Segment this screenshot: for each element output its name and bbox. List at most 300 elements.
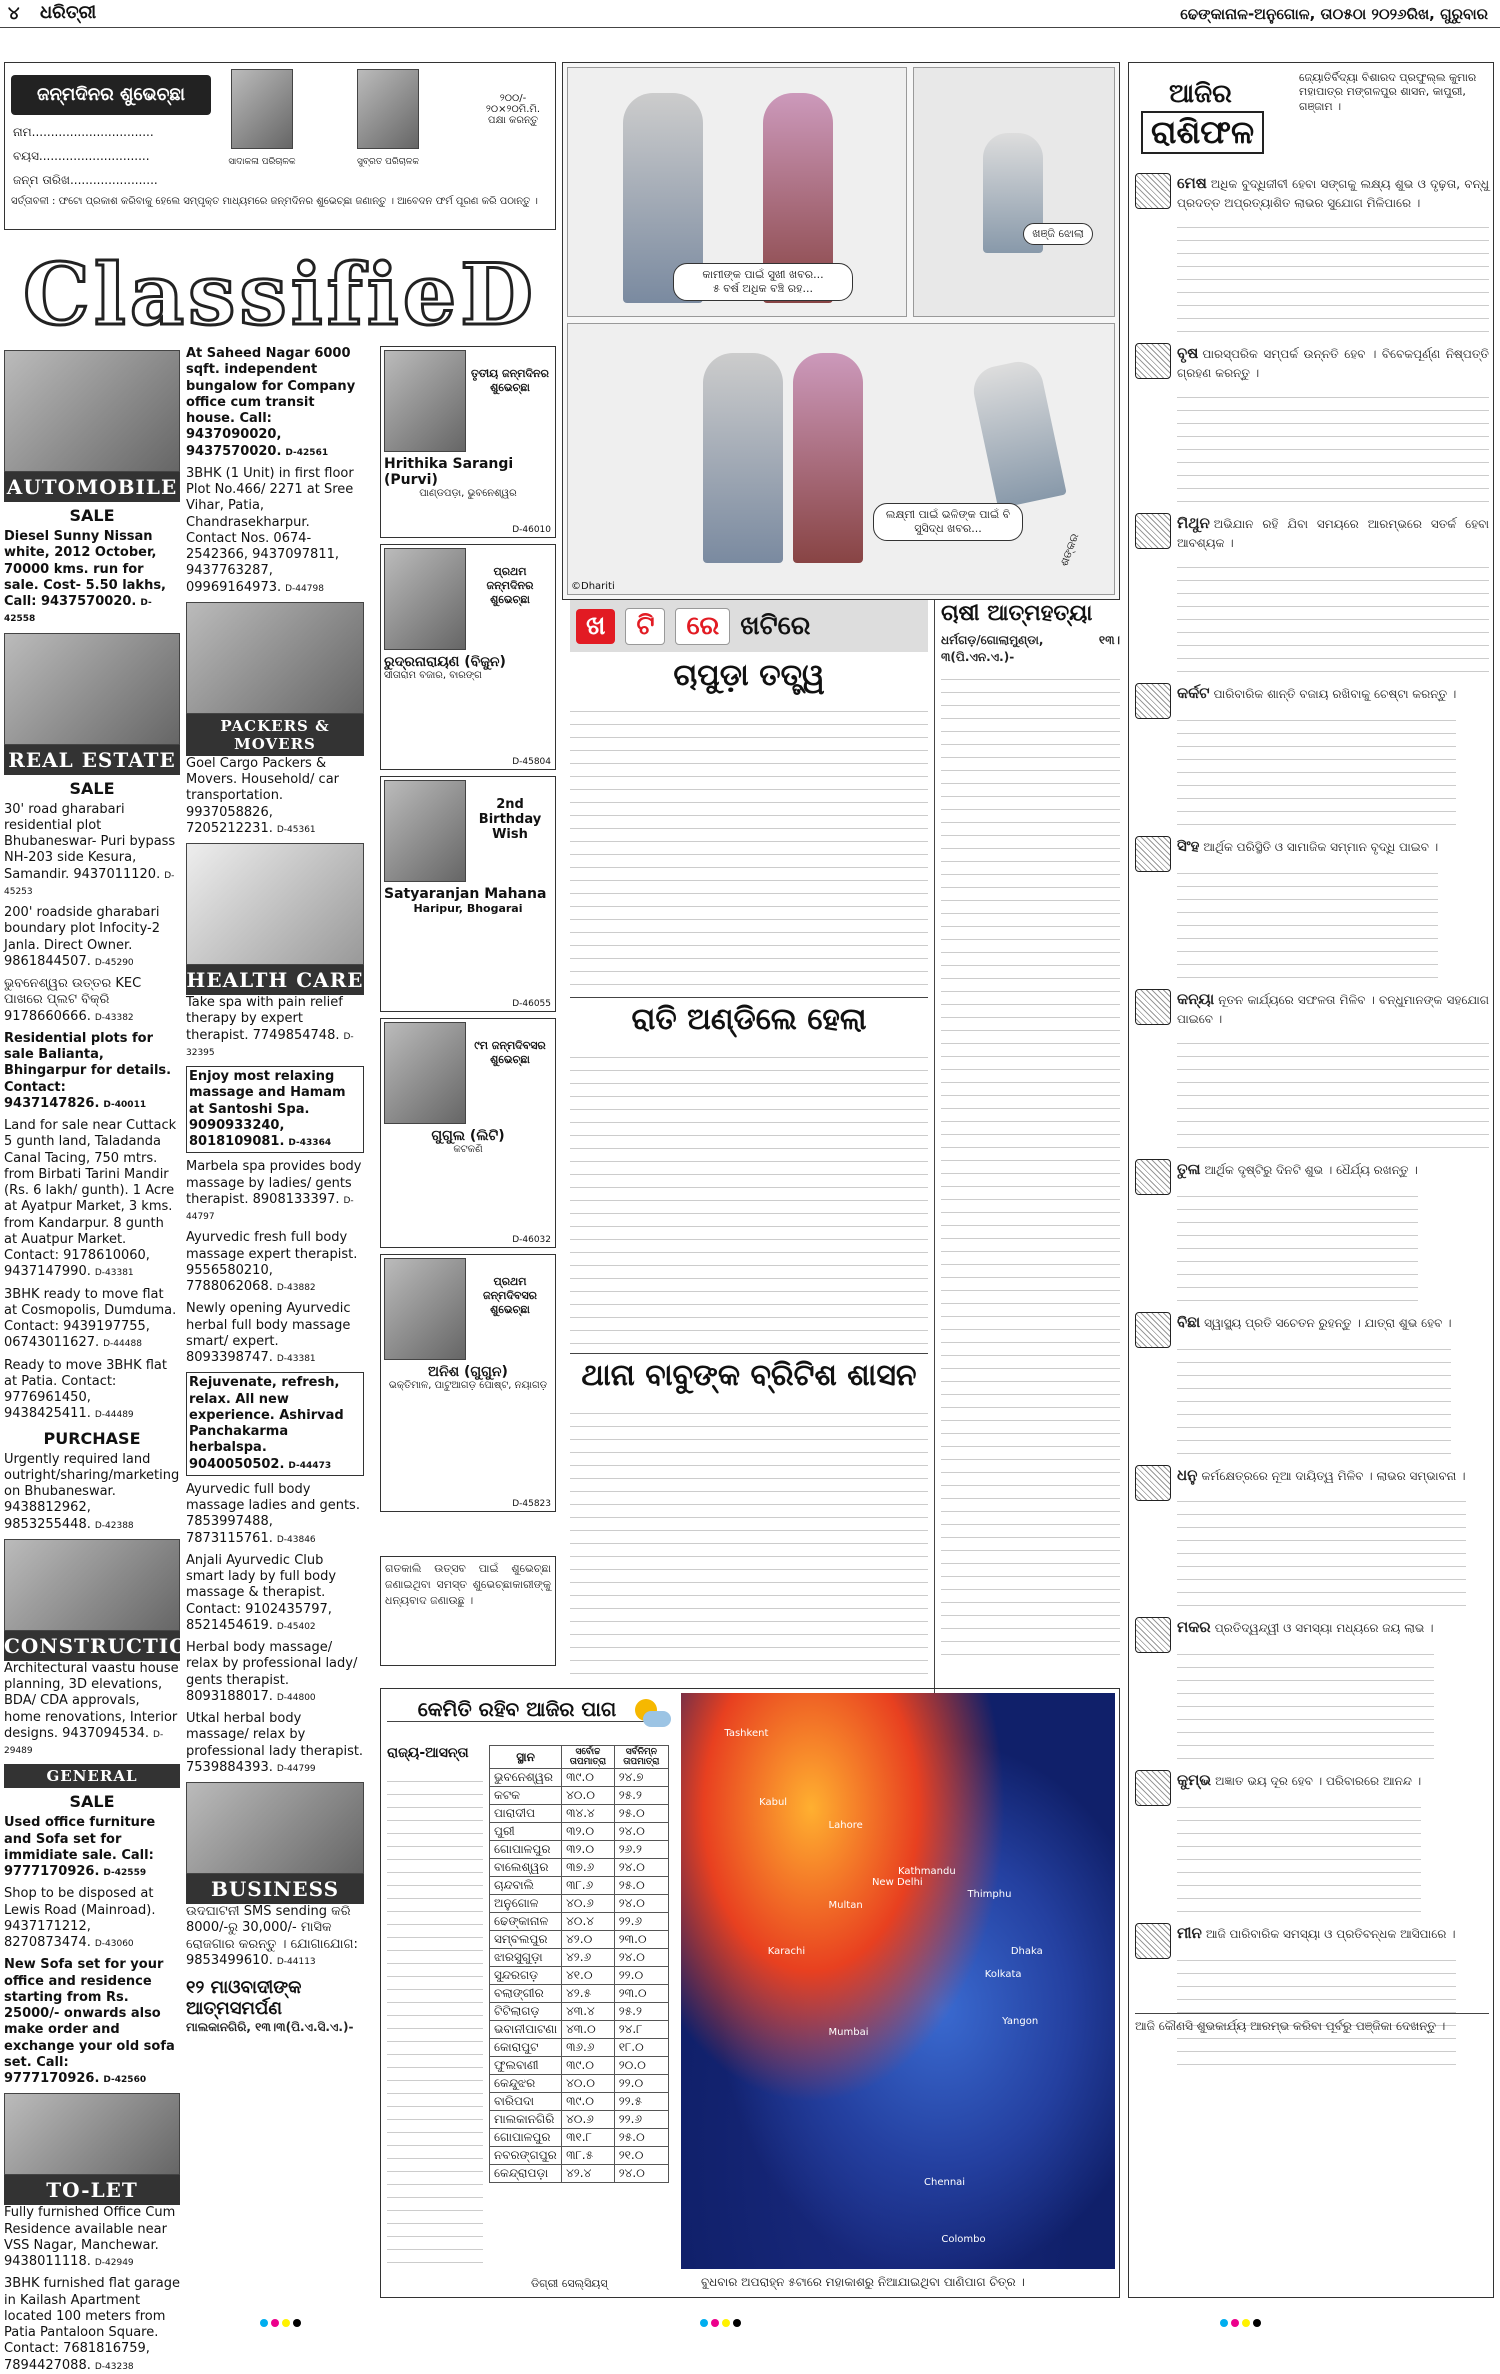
- ad-furniture[interactable]: Used office furniture and Sofa set for immidiate sale. Call: 9777170926. D-42559: [4, 1815, 156, 1879]
- weather-min: ୨୪.୦: [614, 2165, 668, 2183]
- sign-text: ଅଧିକ ବୁଦ୍ଧିଜୀବୀ ହେବା ସଙ୍ଗକୁ ଲକ୍ଷ୍ୟ ଶୁଭ ଓ ଦୃଢ଼ତା, ବନ୍ଧୁ ପ୍ରଦତ୍ତ ଅପ୍ରତ୍ୟାଶିତ ଲାଭର ସୁଯୋଗ ମିଳିପାରେ ।: [1177, 177, 1489, 210]
- sign-text: ଆର୍ଥିକ ପରିସ୍ଥିତି ଓ ସାମାଜିକ ସମ୍ମାନ ବୃଦ୍ଧି ପାଇବ ।: [1203, 840, 1439, 855]
- weather-max: ୪୩.୦: [562, 2021, 615, 2039]
- weather-min: ୨୨.୬: [614, 1913, 668, 1931]
- story3-headline: ଥାନା ବାବୁଙ୍କ ବ୍ରିଟିଶ ଶାସନ: [570, 1353, 928, 1393]
- thanks-note: ଗତକାଲି ଉତ୍ସବ ପାଇଁ ଶୁଭେଚ୍ଛା ଜଣାଇଥିବା ସମସ୍ତ ଶୁଭେଚ୍ଛାକାରୀଙ୍କୁ ଧନ୍ୟବାଦ ଜଣାଉଛୁ ।: [380, 1556, 556, 1666]
- wish-badge-4: ୯ମ ଜନ୍ମଦିବସର ଶୁଭେଚ୍ଛା: [474, 1039, 546, 1066]
- weather-row: [490, 1823, 669, 1841]
- wish-code-3: D-46055: [512, 999, 551, 1009]
- weather-min: ୨୪.୮: [614, 2021, 668, 2039]
- weather-max: ୩୯.୦: [562, 1769, 615, 1787]
- weather-min: ୨୪.୦: [614, 1949, 668, 1967]
- sign-name: ବିଛା: [1177, 1312, 1201, 1331]
- ad-3bhk[interactable]: 3BHK (1 Unit) in first floor Plot No.466/ 2271 at Sree Vihar, Patia, Chandrasekharpur. Contact Nos. 0674- 2542366, 9437097811, 9437763287, 09969164973. D-44798: [186, 465, 354, 595]
- wish-photo-3: [384, 780, 466, 882]
- horoscope-title-line2: ରାଶିଫଳ: [1141, 111, 1264, 154]
- ad-spa-1[interactable]: Take spa with pain relief therapy by expert therapist. 7749854748. D-32395: [186, 995, 354, 1058]
- sign-body-lines: [1177, 1337, 1451, 1455]
- sign-text: ପ୍ରତିଦ୍ୱନ୍ଦ୍ୱୀ ଓ ସମସ୍ୟା ମଧ୍ୟରେ ଜୟ ଲାଭ ।: [1214, 1621, 1434, 1636]
- astrologer-credit: ଜ୍ୟୋତିର୍ବିଦ୍ୟା ବିଶାରଦ ପ୍ରଫୁଲ୍ଲ କୁମାର ମହାପାତ୍ର ମଙ୍ଗଳପୁର ଶାସନ, କାପୁରୀ, ଗଞ୍ଜାମ ।: [1299, 71, 1477, 113]
- weather-min: ୨୫.୨: [614, 1787, 668, 1805]
- weather-max: ୪୦.୦: [562, 2075, 615, 2093]
- zodiac-icon: [1135, 683, 1171, 719]
- sign-text: କର୍ମକ୍ଷେତ୍ରରେ ନୂଆ ଦାୟିତ୍ୱ ମିଳିବ । ଲାଭର ସମ୍ଭାବନା ।: [1201, 1468, 1466, 1483]
- cartoon-figure-worker-2: [793, 353, 863, 563]
- speech-bubble-2: ଖଞ୍ଜି ଝୋଲା: [1023, 223, 1093, 245]
- ad-spa-6[interactable]: Rejuvenate, refresh, relax. All new experience. Ashirvad Panchakarma herbalspa. 9040050502. D-44473: [186, 1372, 364, 1476]
- weather-min: ୧୮.୦: [614, 2039, 668, 2057]
- map-label: Karachi: [767, 1946, 806, 1958]
- weather-max: ୪୦.୦: [562, 1787, 615, 1805]
- horoscope-sign: [1135, 343, 1489, 503]
- weather-place: ଅନୁଗୋଳ: [490, 1895, 562, 1913]
- map-label: Dhaka: [1010, 1946, 1043, 1958]
- weather-row: [490, 1967, 669, 1985]
- ad-spa-10[interactable]: Utkal herbal body massage/ relax by professional lady therapist. 7539884393. D-44799: [186, 1711, 364, 1775]
- weather-left-heading: ରାଜ୍ୟ-ଆସନ୍ତା: [387, 1745, 469, 1761]
- wish-badge-1: ତୃତୀୟ ଜନ୍ମଦିନର ଶୁଭେଚ୍ଛା: [471, 367, 549, 394]
- story2-headline: ରାତି ଅଣ୍ଡିଲେ ହେଲା: [570, 997, 928, 1037]
- zodiac-icon: [1135, 1159, 1171, 1195]
- birthday-form-box: [4, 62, 556, 230]
- weather-row: [490, 1859, 669, 1877]
- weather-left-text: [387, 1769, 483, 2269]
- weather-max: ୩୮.୬: [562, 1877, 615, 1895]
- wish-name-3: Satyaranjan Mahana: [384, 886, 547, 902]
- wish-photo-1: [384, 350, 466, 452]
- weather-place: ଟିଟିଲାଗଡ଼: [490, 2003, 562, 2021]
- category-real-estate: REAL ESTATE: [4, 745, 180, 775]
- horoscope-sign: [1135, 1923, 1489, 2066]
- purchase-heading: PURCHASE: [43, 1428, 141, 1448]
- khati-char-2: ଟି: [625, 608, 665, 645]
- weather-row: [490, 2003, 669, 2021]
- form-footer: ସର୍ତ୍ତାବଳୀ : ଫଟୋ ପ୍ରକାଶ କରିବାକୁ ହେଲେ ସମ୍ପୃକ୍ତ ମାଧ୍ୟମରେ ଜନ୍ମଦିନର ଶୁଭେଚ୍ଛା ଜଣାନ୍ତୁ । ଆବେଦନ ଫର୍ମ ପୂରଣ କରି ପଠାନ୍ତୁ ।: [11, 196, 538, 207]
- weather-max: ୩୮.୫: [562, 2147, 615, 2165]
- stethoscope-image: [186, 843, 364, 965]
- weather-max: ୪୦.୬: [562, 1895, 615, 1913]
- sign-name: ଧନୁ: [1177, 1465, 1198, 1484]
- cartoon-figure-officer-2: [703, 353, 783, 563]
- zodiac-icon: [1135, 1465, 1171, 1501]
- map-label: Tashkent: [724, 1727, 769, 1739]
- weather-row: [490, 1895, 669, 1913]
- weather-row: [490, 2075, 669, 2093]
- weather-place: ଭବାନୀପାଟଣା: [490, 2021, 562, 2039]
- weather-row: [490, 1877, 669, 1895]
- horoscope-footer: ଆଜି କୌଣସି ଶୁଭକାର୍ଯ୍ୟ ଆରମ୍ଭ କରିବା ପୂର୍ବରୁ ପଞ୍ଜିକା ଦେଖନ୍ତୁ ।: [1135, 2013, 1489, 2035]
- weather-title: କେମିତି ରହିବ ଆଜିର ପାଗ: [387, 1697, 647, 1722]
- weather-min: ୨୨.୬: [614, 2111, 668, 2129]
- sign-body-lines: [1177, 555, 1489, 673]
- truck-image: [186, 602, 364, 714]
- zodiac-icon: [1135, 989, 1171, 1025]
- khati-body: [570, 699, 928, 989]
- sign-name: ବୃଷ: [1177, 344, 1199, 363]
- baby-photo: [231, 69, 293, 149]
- classified-title: ClassifieD: [22, 245, 538, 344]
- weather-place: ପୁରୀ: [490, 1823, 562, 1841]
- horoscope-sign: [1135, 1159, 1489, 1302]
- wish-card-4: [380, 1018, 556, 1248]
- caption-man: ସୁବ୍ରତ ପରିଚାଳକ: [357, 157, 419, 167]
- ad-shop[interactable]: Shop to be disposed at Lewis Road (Mainroad). 9437171212, 8270873474. D-43060: [4, 1886, 156, 1950]
- wish-photo-2: [384, 548, 466, 650]
- weather-row: [490, 1805, 669, 1823]
- ad-plot-3[interactable]: ଭୁବନେଶ୍ୱର ଉତ୍ତର KEC ପାଖରେ ପ୍ଲଟ ବିକ୍ରି 9178660666. D-43382: [4, 976, 142, 1024]
- horoscope-sign: [1135, 1617, 1489, 1760]
- weather-min: ୨୫.୦: [614, 1805, 668, 1823]
- ad-spa-7[interactable]: Ayurvedic full body massage ladies and gents. 7853997488, 7873115761. D-43846: [186, 1481, 360, 1546]
- weather-place: ଗୋପାଳପୁର: [490, 2129, 562, 2147]
- farmer-dateline: ଧର୍ମଗଡ଼/ଗୋଲାମୁଣ୍ଡା, ୧୩।୩(ପି.ଏନ.ଏ.)-: [941, 633, 1120, 665]
- wish-place-2: ସୀତାରାମ ବଜାର, ବାରଙ୍ଗ: [384, 670, 482, 681]
- wish-name-4: ଗୁଗୁଲ (ଲିଟି): [431, 1128, 505, 1144]
- sign-name: କନ୍ୟା: [1177, 989, 1215, 1008]
- weather-place: କୋରାପୁଟ: [490, 2039, 562, 2057]
- map-label: Kabul: [759, 1796, 788, 1808]
- zodiac-icon: [1135, 1923, 1171, 1959]
- birthday-title: ଜନ୍ମଦିନର ଶୁଭେଚ୍ଛା: [11, 75, 211, 115]
- weather-row: [490, 2129, 669, 2147]
- map-label: Thimphu: [967, 1888, 1012, 1900]
- sign-body-lines: [1177, 1948, 1456, 2066]
- registration-marks-center: [700, 2312, 744, 2331]
- sign-name: ମୀନ: [1177, 1923, 1202, 1942]
- horoscope-sign: [1135, 836, 1489, 979]
- weather-min: ୨୩.୦: [614, 1985, 668, 2003]
- weather-unit-note: ଡିଗ୍ରୀ ସେଲ୍ସିୟସ୍: [531, 2277, 608, 2290]
- wish-name-5: ଅନିଶ (ଗୁଗୁନ): [428, 1364, 508, 1380]
- weather-min: ୨୧.୦: [614, 2147, 668, 2165]
- zodiac-icon: [1135, 836, 1171, 872]
- weather-place: ଫୁଲବାଣୀ: [490, 2057, 562, 2075]
- col3-wishes: [380, 346, 556, 1546]
- weather-place: ଚାନ୍ଦବାଲି: [490, 1877, 562, 1895]
- category-general: GENERAL: [4, 1764, 180, 1788]
- wish-badge-3: 2nd Birthday Wish: [478, 797, 542, 842]
- sign-name: କର୍କଟ: [1177, 684, 1210, 703]
- registration-marks-right: [1220, 2312, 1264, 2331]
- wish-code-1: D-46010: [512, 525, 551, 535]
- sign-body-lines: [1177, 1489, 1466, 1607]
- weather-max: ୩୧.୮: [562, 2129, 615, 2147]
- khati-char-3: ରେ: [675, 608, 730, 645]
- weather-row: [490, 1913, 669, 1931]
- building-image: [4, 1539, 180, 1631]
- horoscope-sign: [1135, 683, 1489, 826]
- ad-land[interactable]: Land for sale near Cuttack 5 gunth land, Taladanda Canal Tacing, 750 mtrs. from Birbati Tarini Mandir (Rs. 6 lakh/ gunth). 1 Acre at Ayatpur Market, 3 kms. from Kandarpur. 8 gunth at Auatpur Market. Contact: 9178610060, 9437147990. D-43381: [4, 1118, 177, 1280]
- wish-card-3: [380, 776, 556, 1012]
- sign-body-lines: [1177, 1642, 1434, 1760]
- map-label: Colombo: [941, 2234, 986, 2246]
- weather-max: ୩୭.୬: [562, 1859, 615, 1877]
- map-caption: ବୁଧବାର ଅପରାହ୍ନ ୫ଟାରେ ମହାକାଶରୁ ନିଆଯାଇଥିବା ପାଣିପାଗ ଚିତ୍ର ।: [701, 2275, 1025, 2289]
- weather-row: [490, 1949, 669, 1967]
- ad-flat-2[interactable]: Ready to move 3BHK flat at Patia. Contact: 9776961450, 9438425411. D-44489: [4, 1357, 167, 1422]
- weather-place: ବାଲେଶ୍ୱର: [490, 1859, 562, 1877]
- story2-body: [570, 1045, 928, 1345]
- weather-place: ଗୋପାଳପୁର: [490, 1841, 562, 1859]
- weather-max: ୩୨.୦: [562, 1823, 615, 1841]
- weather-place: ସମ୍ବଲପୁର: [490, 1931, 562, 1949]
- khati-masthead: [570, 600, 928, 652]
- weather-place: ଭୁବନେଶ୍ୱର: [490, 1769, 562, 1787]
- zodiac-icon: [1135, 173, 1171, 209]
- weather-max: ୪୩.୪: [562, 2003, 615, 2021]
- sign-body-lines: [1177, 861, 1438, 979]
- weather-place: ଝାରସୁଗୁଡ଼ା: [490, 1949, 562, 1967]
- wish-photo-4: [384, 1022, 466, 1124]
- wish-place-1: ପାଣ୍ଡପଡ଼ା, ଭୁବନେଶ୍ୱର: [419, 488, 517, 499]
- horoscope-sign: [1135, 1770, 1489, 1913]
- weather-min: ୨୫.୨: [614, 2003, 668, 2021]
- wish-code-5: D-45823: [512, 1499, 551, 1509]
- horoscope-sign: [1135, 1312, 1489, 1455]
- weather-place: ବଲାଙ୍ଗୀର: [490, 1985, 562, 2003]
- category-packers: PACKERS & MOVERS: [186, 714, 364, 756]
- sign-name: ମେଷ: [1177, 174, 1207, 192]
- weather-col-min: ସର୍ବନିମ୍ନ ତାପମାତ୍ରା: [614, 1746, 668, 1769]
- weather-min: ୨୬.୨: [614, 1841, 668, 1859]
- ad-spa-4[interactable]: Ayurvedic fresh full body massage expert therapist. 9556580210, 7788062068. D-43882: [186, 1230, 358, 1294]
- category-construction: CONSTRUCTION: [4, 1631, 180, 1661]
- wish-card-2: [380, 544, 556, 770]
- ad-garage[interactable]: 3BHK furnished flat garage in Kailash Apartment located 100 meters from Patia Pantaloon Square. Contact: 7681816759, 7894427088. D-43238: [4, 2276, 180, 2373]
- wish-name-2: ରୁଦ୍ରନାରାୟଣ (ବିଜୁନ): [384, 654, 506, 670]
- sign-name: କୁମ୍ଭ: [1177, 1771, 1212, 1790]
- weather-row: [490, 1787, 669, 1805]
- weather-place: ସୁନ୍ଦରଗଡ଼: [490, 1967, 562, 1985]
- wish-badge-2: ପ୍ରଥମ ଜନ୍ମଦିନର ଶୁଭେଚ୍ଛା: [486, 565, 534, 606]
- weather-row: [490, 2057, 669, 2075]
- cartoonist-signature: ଶଙ୍କର: [1057, 531, 1082, 568]
- ad-spa-5[interactable]: Newly opening Ayurvedic herbal full body massage smart/ expert. 8093398747. D-43381: [186, 1301, 351, 1365]
- weather-max: ୩୯.୦: [562, 2057, 615, 2075]
- weather-table: [489, 1745, 669, 2183]
- farmer-body: [941, 667, 1120, 1667]
- weather-row: [490, 2147, 669, 2165]
- wish-place-5: ଭକ୍ତିମାଳ, ପାଟୁଆଗଡ଼ ପୋଷ୍ଟ, ନୟାଗଡ଼: [388, 1380, 548, 1391]
- sign-text: ଅଜ୍ଞାତ ଭୟ ଦୂର ହେବ । ପରିବାରରେ ଆନନ୍ଦ ।: [1215, 1774, 1422, 1789]
- sign-name: ତୁଳା: [1177, 1160, 1201, 1179]
- caption-baby: ସାଦାକଳା ପରିଚାଳକ: [228, 157, 296, 167]
- sign-body-lines: [1177, 215, 1489, 333]
- weather-min: ୨୩.୦: [614, 1931, 668, 1949]
- weather-place: ପାରାଦୀପ: [490, 1805, 562, 1823]
- horoscope-sign: [1135, 1465, 1489, 1608]
- weather-place: କେନ୍ଦ୍ରାପଡ଼ା: [490, 2165, 562, 2183]
- ad-construction[interactable]: Architectural vaastu house planning, 3D elevations, BDA/ CDA approvals, home renovations, Interior designs. 9437094534. D-29489: [4, 1660, 179, 1756]
- weather-row: [490, 1931, 669, 1949]
- horoscope-title-line1: ଆଜିର: [1169, 79, 1232, 109]
- cartoon-strip: [562, 62, 1120, 600]
- weather-max: ୪୧.୦: [562, 1967, 615, 1985]
- weather-box: [380, 1688, 1120, 2298]
- sign-name: ସିଂହ: [1177, 837, 1200, 856]
- khati-char-1: ଖ: [576, 609, 615, 644]
- ad-sofa[interactable]: New Sofa set for your office and residence starting from Rs. 25000/- onwards also make order and exchange your old sofa set. Call: 9777170926. D-42560: [4, 1957, 175, 2086]
- farmer-headline: ଚାଷୀ ଆତ୍ମହତ୍ୟା: [941, 600, 1093, 626]
- wish-name-1: Hrithika Sarangi (Purvi): [384, 456, 514, 488]
- form-dob-field[interactable]: ଜନ୍ମ ତାରିଖ.......................: [13, 173, 158, 187]
- weather-place: ଢେଙ୍କାନାଳ: [490, 1913, 562, 1931]
- category-automobile: AUTOMOBILE: [4, 472, 180, 502]
- ad-spa-8[interactable]: Anjali Ayurvedic Club smart lady by full body massage & therapist. Contact: 9102435797, 8521454619. D-45402: [186, 1552, 337, 1633]
- map-label: Multan: [828, 1900, 863, 1912]
- wish-code-2: D-45804: [512, 757, 551, 767]
- weather-row: [490, 1769, 669, 1787]
- sign-name: ମକର: [1177, 1618, 1211, 1637]
- weather-max: ୪୨.୪: [562, 2165, 615, 2183]
- category-business: BUSINESS: [186, 1874, 364, 1904]
- horoscope-column: [1128, 62, 1494, 2298]
- weather-min: ୨୪.୦: [614, 1895, 668, 1913]
- weather-min: ୨୨.୦: [614, 1967, 668, 1985]
- ad-bungalow[interactable]: At Saheed Nagar 6000 sqft. independent bungalow for Company office cum transit house. Call: 9437090020, 9437570020. D-42561: [186, 346, 356, 459]
- horoscope-sign: [1135, 173, 1489, 333]
- map-label: New Delhi: [871, 1877, 923, 1889]
- ad-plot-4[interactable]: Residential plots for sale Balianta, Bhingarpur for details. Contact: 9437147826. D-40011: [4, 1030, 172, 1111]
- speech-bubble-3: ଲକ୍ଷ୍ମୀ ପାଇଁ ଭଳିଙ୍କ ପାଇଁ ବି ସୁସିଦ୍ଧ ଖବର...: [873, 503, 1023, 541]
- wish-place-3: Haripur, Bhogarai: [413, 902, 523, 915]
- weather-min: ୨୫.୦: [614, 2129, 668, 2147]
- wish-code-4: D-46032: [512, 1235, 551, 1245]
- weather-col-max: ସର୍ବୋଚ୍ଚ ତାପମାତ୍ରା: [562, 1746, 615, 1769]
- ad-packers[interactable]: Goel Cargo Packers & Movers. Household/ car transportation. 9937058826, 7205212231. D-45361: [186, 755, 340, 836]
- map-label: Yangon: [1002, 2015, 1039, 2027]
- wish-badge-5: ପ୍ରଥମ ଜନ୍ମଦିବସର ଶୁଭେଚ୍ଛା: [483, 1275, 537, 1316]
- ad-flat-1[interactable]: 3BHK ready to move flat at Cosmopolis, Dumduma. Contact: 9439197755, 06743011627. D-44488: [4, 1286, 177, 1351]
- weather-place: କେନ୍ଦୁଝର: [490, 2075, 562, 2093]
- weather-min: ୨୪.୦: [614, 1859, 668, 1877]
- sign-name: ମିଥୁନ: [1177, 514, 1210, 533]
- weather-row: [490, 2039, 669, 2057]
- sign-text: ଅଭିଯାନ ରହି ଯିବା ସମୟରେ ଆରମ୍ଭରେ ସତର୍କ ହେବା ଆବଶ୍ୟକ ।: [1177, 517, 1489, 551]
- weather-row: [490, 2093, 669, 2111]
- category-tolet: TO-LET: [4, 2175, 180, 2205]
- weather-place: କଟକ: [490, 1787, 562, 1805]
- form-name-field[interactable]: ନାମ................................: [13, 125, 154, 139]
- ad-purchase[interactable]: Urgently required land outright/sharing/marketing on Bhubaneswar. 9438812962, 9853255448. D-42388: [4, 1451, 180, 1532]
- weather-max: ୪୨.୫: [562, 1985, 615, 2003]
- satellite-map: [681, 1693, 1115, 2269]
- weather-min: ୨୫.୦: [614, 1877, 668, 1895]
- weather-min: ୨୨.୫: [614, 2093, 668, 2111]
- category-health: HEALTH CARE: [186, 965, 364, 995]
- ad-car[interactable]: Diesel Sunny Nissan white, 2012 October, 70000 kms. run for sale. Cost- 5.50 lakhs, Call: 9437570020. D-42558: [4, 529, 166, 625]
- ad-plot-1[interactable]: 30' road gharabari residential plot Bhubaneswar- Puri bypass NH-203 side Kesura, Samandir. 9437011120. D-45253: [4, 801, 176, 897]
- sale-heading-3: SALE: [69, 1792, 115, 1812]
- sign-text: ଆର୍ଥିକ ଦୃଷ୍ଟିରୁ ଦିନଟି ଶୁଭ । ଧୈର୍ଯ୍ୟ ରଖନ୍ତୁ ।: [1204, 1163, 1418, 1178]
- khati-char-4: ଖଟିରେ: [740, 610, 811, 641]
- col2: [186, 346, 364, 2320]
- map-label: Mumbai: [828, 2027, 869, 2039]
- khati-column: [570, 600, 928, 1650]
- weather-max: ୩୬.୬: [562, 2039, 615, 2057]
- edition-date: ଢେଙ୍କାନାଳ-ଅନୁଗୋଳ, ତା୦୫ଠା ୨୦୨୬ରିଖ, ଗୁରୁବାର: [1180, 5, 1488, 23]
- horoscope-sign: [1135, 513, 1489, 673]
- sale-heading-2: SALE: [69, 778, 115, 798]
- weather-place: ମାଲକାନଗିରି: [490, 2111, 562, 2129]
- zodiac-icon: [1135, 1617, 1171, 1653]
- sign-body-lines: [1177, 1795, 1421, 1913]
- masthead: [0, 0, 1500, 28]
- sign-body-lines: [1177, 708, 1456, 826]
- sign-body-lines: [1177, 1031, 1489, 1149]
- map-label: Kolkata: [984, 1969, 1022, 1981]
- map-label: Kathmandu: [898, 1865, 956, 1877]
- price-note: ୨୦୦/- ୨୦×୨୦ମି.ମି. ପକ୍ଷା କରନ୍ତୁ: [485, 93, 541, 126]
- weather-row: [490, 1841, 669, 1859]
- weather-max: ୪୨.୬: [562, 1949, 615, 1967]
- cartoon-credit: ©Dhariti: [571, 581, 615, 592]
- story3-body: [570, 1401, 928, 1681]
- page-number: ୪: [8, 3, 20, 24]
- weather-min: ୨୦.୦: [614, 2057, 668, 2075]
- weather-min: ୨୪.୦: [614, 1823, 668, 1841]
- tolet-image: [4, 2093, 180, 2175]
- weather-max: ୪୨.୦: [562, 1931, 615, 1949]
- ad-business[interactable]: ଉଦଘାଟନୀ SMS sending କରି 8000/-ରୁ 30,000/- ମାସିକ ରୋଜଗାର କରନ୍ତୁ । ଯୋଗାଯୋଗ: 9853499610. D-44113: [186, 1904, 358, 1968]
- ad-spa-2[interactable]: Enjoy most relaxing massage and Hamam at Santoshi Spa. 9090933240, 8018109081. D-43364: [186, 1066, 364, 1153]
- sign-text: ପାରସ୍ପରିକ ସମ୍ପର୍କ ଉନ୍ନତି ହେବ । ବିବେକପୂର୍ଣ୍ଣ ନିଷ୍ପତ୍ତି ଗ୍ରହଣ କରନ୍ତୁ ।: [1177, 347, 1489, 380]
- farmer-column: [934, 600, 1120, 1700]
- sale-heading: SALE: [69, 506, 115, 525]
- col1: [4, 350, 207, 2373]
- weather-max: ୪୦.୪: [562, 1913, 615, 1931]
- wish-card-5: [380, 1254, 556, 1512]
- sign-body-lines: [1177, 1184, 1418, 1302]
- ad-spa-9[interactable]: Herbal body massage/ relax by professional lady/ gents therapist. 8093188017. D-44800: [186, 1640, 358, 1704]
- sign-text: ସ୍ୱାସ୍ଥ୍ୟ ପ୍ରତି ସଚେତନ ରୁହନ୍ତୁ । ଯାତ୍ରା ଶୁଭ ହେବ ।: [1204, 1315, 1452, 1330]
- weather-min: ୨୨.୦: [614, 2075, 668, 2093]
- weather-col-place: ସ୍ଥାନ: [490, 1746, 562, 1769]
- ad-spa-3[interactable]: Marbela spa provides body massage by ladies/ gents therapist. 8908133397. D-44797: [186, 1159, 362, 1222]
- briefcase-image: [186, 1782, 364, 1874]
- sign-body-lines: [1177, 385, 1489, 503]
- khati-subtitle: ଚାପୁଡ଼ା ତତ୍ତ୍ୱ: [673, 658, 825, 693]
- sign-text: ପାରିବାରିକ ଶାନ୍ତି ବଜାୟ ରଖିବାକୁ ଚେଷ୍ଟା କରନ୍ତୁ ।: [1213, 687, 1457, 702]
- form-age-field[interactable]: ବୟସ.............................: [13, 149, 150, 163]
- weather-min: ୨୪.୭: [614, 1769, 668, 1787]
- wish-place-4: କଟକଣି: [453, 1144, 483, 1155]
- weather-place: ବାରିପଦା: [490, 2093, 562, 2111]
- maoist-body: ମାଲକାନଗିରି, ୧୩।୩(ପି.ଏ.ସି.ଏ.)-: [186, 2020, 354, 2034]
- weather-max: ୩୯.୦: [562, 2093, 615, 2111]
- car-image: [4, 350, 180, 472]
- ad-plot-2[interactable]: 200' roadside gharabari boundary plot Infocity-2 Janla. Direct Owner. 9861844507. D-45290: [4, 905, 161, 969]
- map-label: Lahore: [828, 1819, 863, 1831]
- weather-place: ନବରଙ୍ଗପୁର: [490, 2147, 562, 2165]
- weather-max: ୩୪.୪: [562, 1805, 615, 1823]
- brand-logo: ଧରିତ୍ରୀ: [40, 2, 97, 23]
- man-photo: [357, 69, 419, 149]
- wish-card-1: [380, 346, 556, 538]
- signs-list: [1135, 173, 1489, 2076]
- sun-cloud-icon: [631, 1699, 671, 1729]
- maoist-headline: ୧୨ ମାଓବାଦୀଙ୍କ ଆତ୍ମସମର୍ପଣ: [186, 1977, 302, 2019]
- zodiac-icon: [1135, 513, 1171, 549]
- sign-text: ଆଜି ପାରିବାରିକ ସମସ୍ୟା ଓ ପ୍ରତିବନ୍ଧକ ଆସିପାରେ ।: [1205, 1926, 1456, 1941]
- registration-marks-left: [260, 2312, 304, 2331]
- ad-office[interactable]: Fully furnished Office Cum Residence available near VSS Nagar, Manchewar. 9438011118. D-42949: [4, 2205, 176, 2269]
- zodiac-icon: [1135, 1770, 1171, 1806]
- sign-text: ନୂତନ କାର୍ଯ୍ୟରେ ସଫଳତା ମିଳିବ । ବନ୍ଧୁମାନଙ୍କ ସହଯୋଗ ପାଇବେ ।: [1177, 992, 1489, 1026]
- weather-row: [490, 1985, 669, 2003]
- zodiac-icon: [1135, 343, 1171, 379]
